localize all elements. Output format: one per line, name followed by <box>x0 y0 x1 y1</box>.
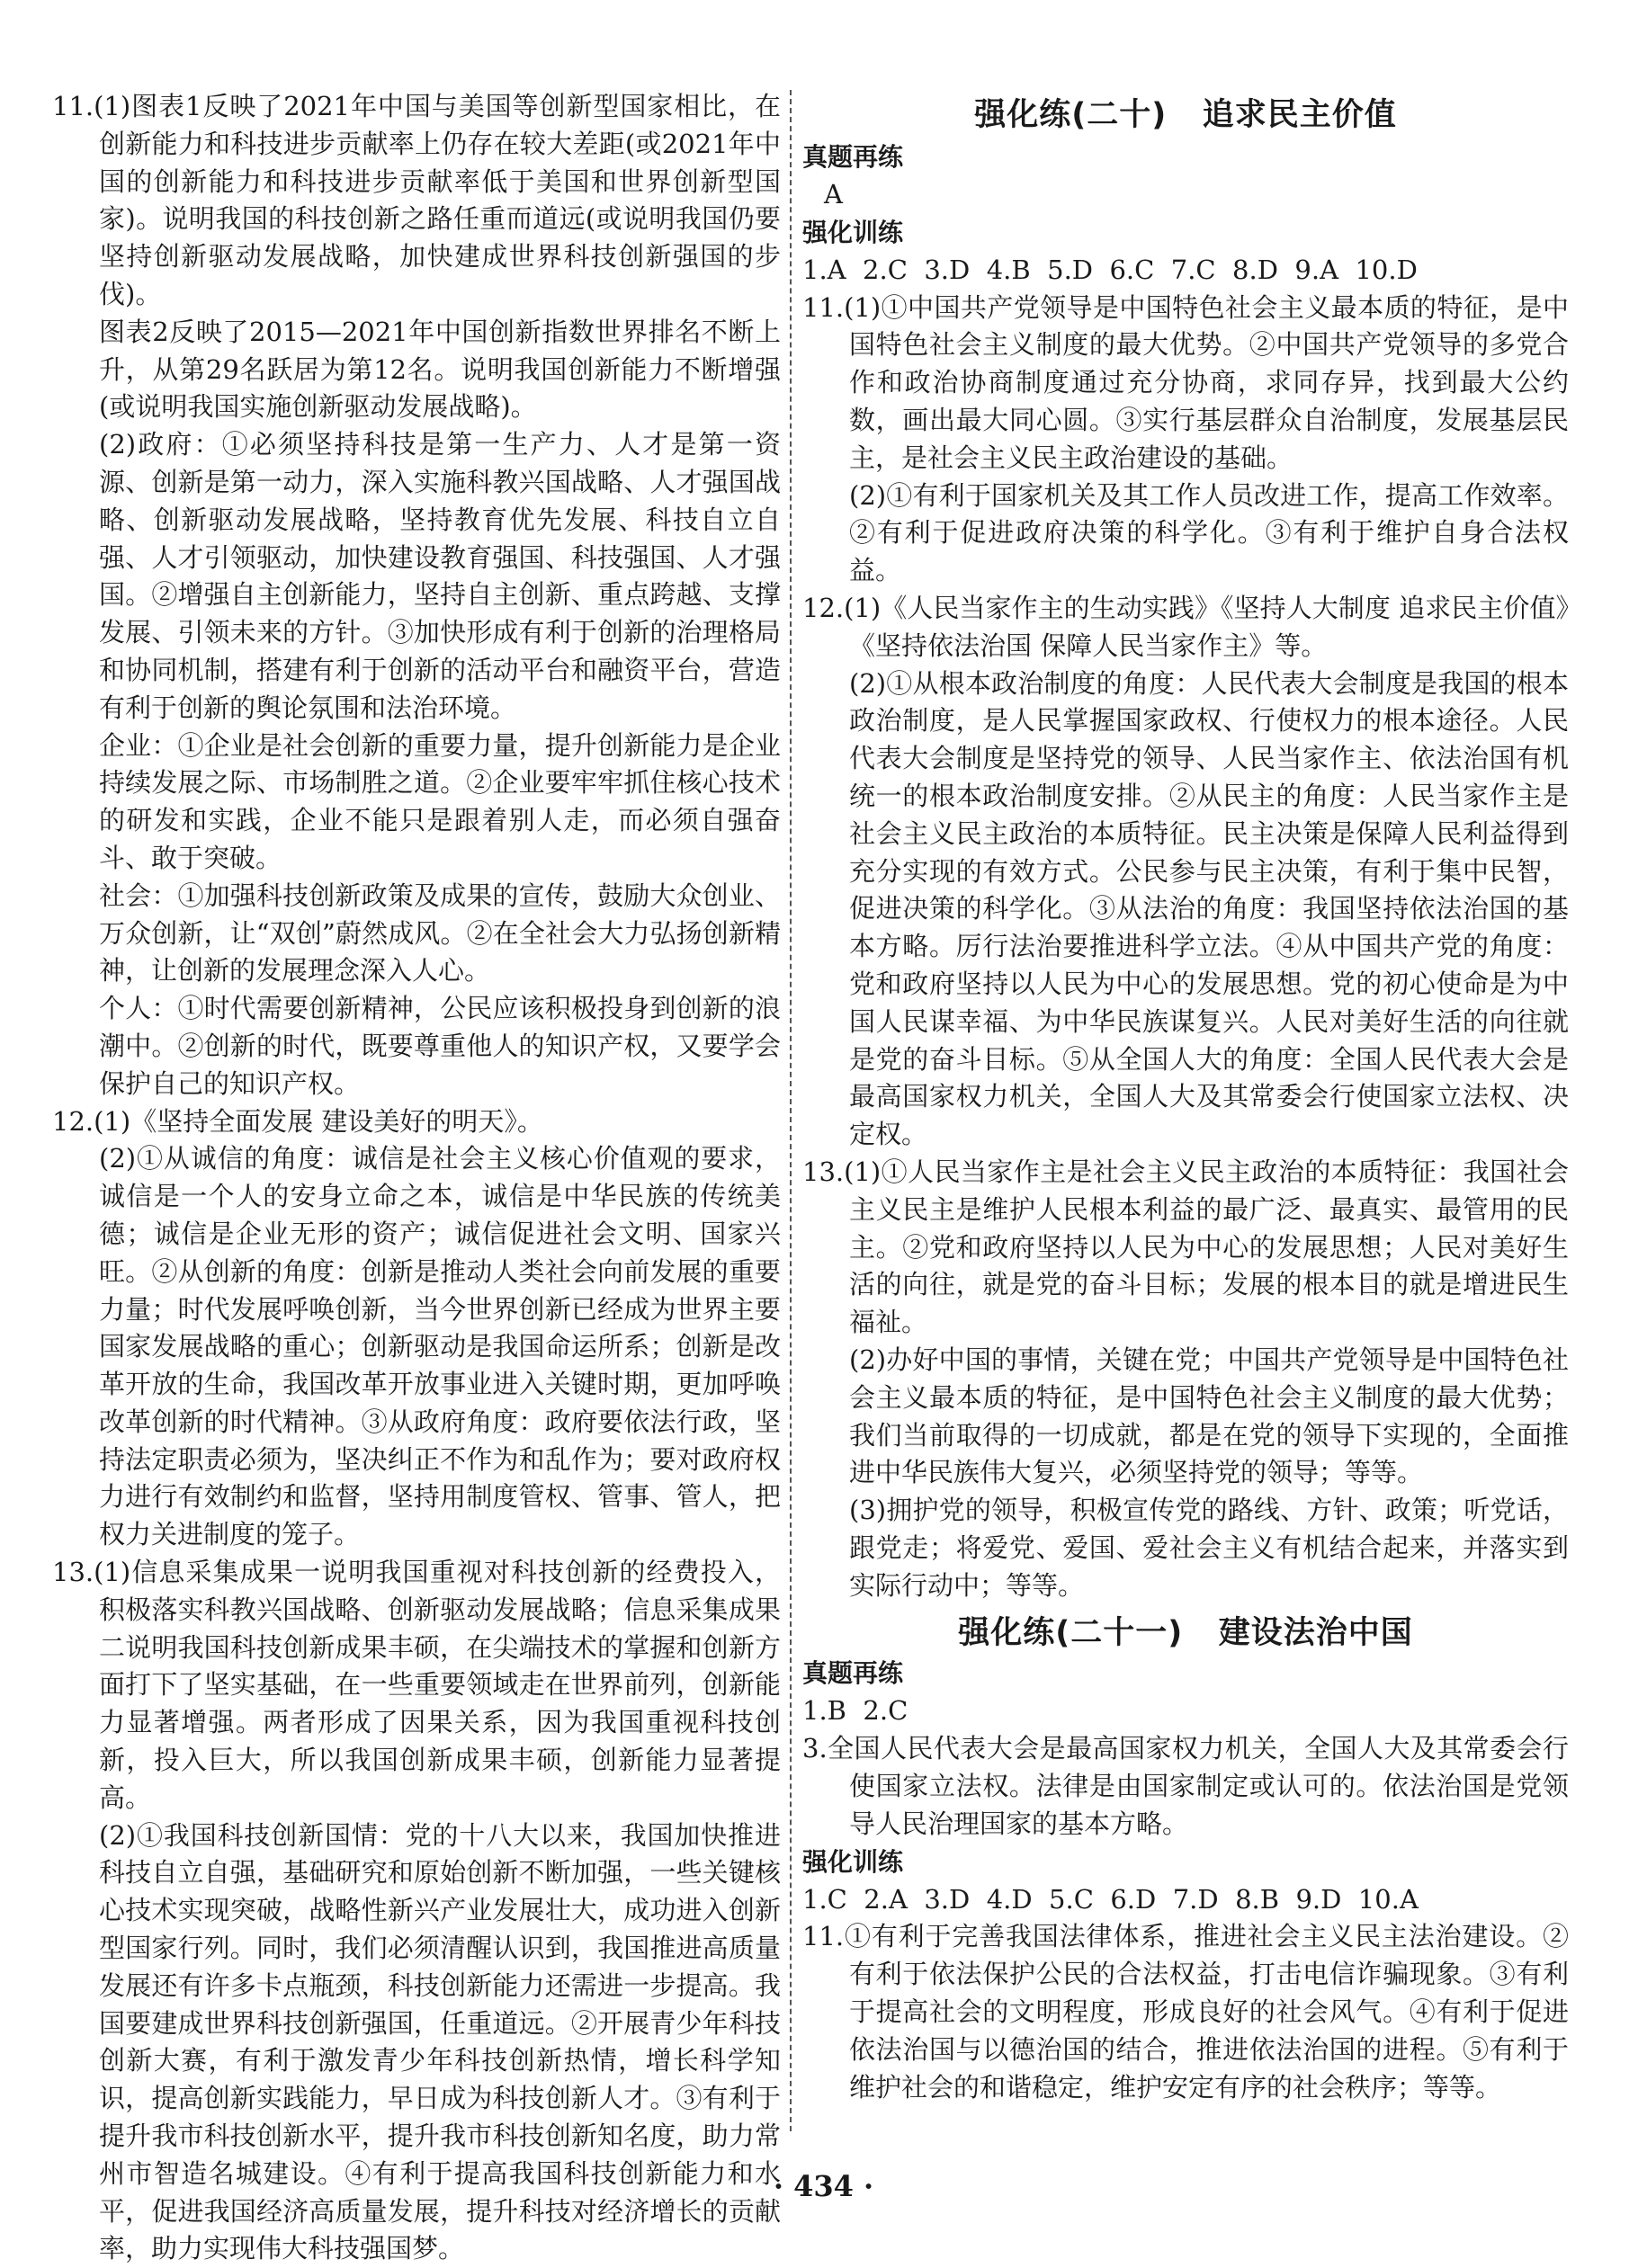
q12-part2: (2)①从诚信的角度：诚信是社会主义核心价值观的要求，诚信是一个人的安身立命之本，诚信是中华民族的传统美德；诚信是企业无形的资产；诚信促进社会文明、国家兴旺。②从创新的角度：创新是推动人类社会向前发展的重要力量；时代发展呼唤创新，当今世界创新已经成为世界主要国家发展战略的重心；创新驱动是我国命运所系；创新是改革开放的生命，我国改革开放事业进入关键时期，更加呼唤改革创新的时代精神。③从政府角度：政府要依法行政，坚持法定职责必须为，坚决纠正不作为和乱作为；要对政府权力进行有效制约和监督，坚持用制度管权、管事、管人，把权力关进制度的笼子。 <box>99 1143 781 1550</box>
s20-q13-part1: 13.(1)①人民当家作主是社会主义民主政治的本质特征：我国社会主义民主是维护人民根本利益的最广泛、最真实、最管用的民主。②党和政府坚持以人民为中心的发展思想；人民对美好生活的向往，就是党的奋斗目标；发展的根本目的就是增进民生福祉。 <box>802 1156 1569 1338</box>
page-number: · 434 · <box>773 2169 874 2203</box>
q11-part2-individual: 个人：①时代需要创新精神，公民应该积极投身到创新的浪潮中。②创新的时代，既要尊重他人的知识产权，又要学会保护自己的知识产权。 <box>99 993 781 1099</box>
section-21-zhenti-heading: 真题再练 <box>802 1658 904 1689</box>
q11-part2-enterprise: 企业：①企业是社会创新的重要力量，提升创新能力是企业持续发展之际、市场制胜之道。②企业要牢牢抓住核心技术的研发和实践，企业不能只是跟着别人走，而必须自强奋斗、敢于突破。 <box>99 729 781 873</box>
s20-q13-part3: (3)拥护党的领导，积极宣传党的路线、方针、政策；听党话，跟党走；将爱党、爱国、爱社会主义有机结合起来，并落实到实际行动中；等等。 <box>849 1495 1569 1601</box>
section-20-title: 强化练(二十) 追求民主价值 <box>974 97 1397 133</box>
s21-q11: 11.①有利于完善我国法律体系，推进社会主义民主法治建设。②有利于依法保护公民的合法权益，打击电信诈骗现象。③有利于提高社会的文明程度，形成良好的社会风气。④有利于促进依法治国与以德治国的结合，推进依法治国的进程。⑤有利于维护社会的和谐稳定，维护安定有序的社会秩序；等等。 <box>802 1921 1569 2103</box>
section-20-qianghua-heading: 强化训练 <box>802 217 904 247</box>
section-21-choice-answers: 1.C 2.A 3.D 4.D 5.C 6.D 7.D 8.B 9.D 10.A <box>802 1883 1419 1915</box>
section-20-choice-answers: 1.A 2.C 3.D 4.B 5.D 6.C 7.C 8.D 9.A 10.D <box>802 254 1418 285</box>
q13-part2: (2)①我国科技创新国情：党的十八大以来，我国加快推进科技自立自强，基础研究和原始创新不断加强，一些关键核心技术实现突破，战略性新兴产业发展壮大，成功进入创新型国家行列。同时，我们必须清醒认识到，我国推进高质量发展还有许多卡点瓶颈，科技创新能力还需进一步提高。我国要建成世界科技创新强国，任重道远。②开展青少年科技创新大赛，有利于激发青少年科技创新热情，增长科学知识，提高创新实践能力，早日成为科技创新人才。③有利于提升我市科技创新水平，提升我市科技创新知名度，助力常州市智造名城建设。④有利于提高我国科技创新能力和水平，促进我国经济高质量发展，提升科技对经济增长的贡献率，助力实现伟大科技强国梦。 <box>99 1819 781 2264</box>
section-21-qianghua-heading: 强化训练 <box>802 1846 904 1877</box>
s20-q13-part2: (2)办好中国的事情，关键在党；中国共产党领导是中国特色社会主义最本质的特征，是中国特色社会主义制度的最大优势；我们当前取得的一切成就，都是在党的领导下实现的，全面推进中华民族伟大复兴，必须坚持党的领导；等等。 <box>849 1344 1569 1488</box>
left-column <box>52 88 781 2268</box>
s21-q3: 3.全国人民代表大会是最高国家权力机关，全国人大及其常委会行使国家立法权。法律是由国家制定或认可的。依法治国是党领导人民治理国家的基本方略。 <box>802 1733 1569 1839</box>
q13-part1: 13.(1)信息采集成果一说明我国重视对科技创新的经费投入，积极落实科教兴国战略、创新驱动发展战略；信息采集成果二说明我国科技创新成果丰硕，在尖端技术的掌握和创新方面打下了坚实基础，在一些重要领域走在世界前列，创新能力显著增强。两者形成了因果关系，因为我国重视科技创新，投入巨大，所以我国创新成果丰硕，创新能力显著提高。 <box>52 1557 781 1813</box>
q11-part1-chart2: 图表2反映了2015—2021年中国创新指数世界排名不断上升，从第29名跃居为第12名。说明我国创新能力不断增强(或说明我国实施创新驱动发展战略)。 <box>99 316 781 423</box>
section-20-zhenti-answer: A <box>824 179 843 210</box>
q11-part2-government: (2)政府：①必须坚持科技是第一生产力、人才是第一资源、创新是第一动力，深入实施科教兴国战略、人才强国战略、创新驱动发展战略，坚持教育优先发展、科技自立自强、人才引领驱动，加快建设教育强国、科技强国、人才强国。②增强自主创新能力，坚持自主创新、重点跨越、支撑发展、引领未来的方针。③加快形成有利于创新的治理格局和协同机制，搭建有利于创新的活动平台和融资平台，营造有利于创新的舆论氛围和法治环境。 <box>99 429 781 723</box>
q11-part2-society: 社会：①加强科技创新政策及成果的宣传，鼓励大众创业、万众创新，让“双创”蔚然成风。②在全社会大力弘扬创新精神，让创新的发展理念深入人心。 <box>99 880 781 987</box>
s20-q11-part2: (2)①有利于国家机关及其工作人员改进工作，提高工作效率。②有利于促进政府决策的科学化。③有利于维护自身合法权益。 <box>849 479 1569 586</box>
section-21-zhenti-choices: 1.B 2.C <box>802 1695 909 1727</box>
s20-q11-part1: 11.(1)①中国共产党领导是中国特色社会主义最本质的特征，是中国特色社会主义制度的最大优势。②中国共产党领导的多党合作和政治协商制度通过充分协商，求同存异，找到最大公约数，画出最大同心圆。③实行基层群众自治制度，发展基层民主，是社会主义民主政治建设的基础。 <box>802 291 1569 473</box>
s20-q12-part2: (2)①从根本政治制度的角度：人民代表大会制度是我国的根本政治制度，是人民掌握国家政权、行使权力的根本途径。人民代表大会制度是坚持党的领导、人民当家作主、依法治国有机统一的根本政治制度安排。②从民主的角度：人民当家作主是社会主义民主政治的本质特征。民主决策是保障人民利益得到充分实现的有效方式。公民参与民主决策，有利于集中民智，促进决策的科学化。③从法治的角度：我国坚持依法治国的基本方略。厉行法治要推进科学立法。④从中国共产党的角度：党和政府坚持以人民为中心的发展思想。党的初心使命是为中国人民谋幸福、为中华民族谋复兴。人民对美好生活的向往就是党的奋斗目标。⑤从全国人大的角度：全国人民代表大会是最高国家权力机关，全国人大及其常委会行使国家立法权、决定权。 <box>849 667 1569 1150</box>
s20-q12-part1: 12.(1)《人民当家作主的生动实践》《坚持人大制度 追求民主价值》《坚持依法治国 保障人民当家作主》等。 <box>802 592 1569 661</box>
q11-part1-chart1: 11.(1)图表1反映了2021年中国与美国等创新型国家相比，在创新能力和科技进步贡献率上仍存在较大差距(或2021年中国的创新能力和科技进步贡献率低于美国和世界创新型国家)。说明我国的科技创新之路任重而道远(或说明我国仍要坚持创新驱动发展战略，加快建成世界科技创新强国的步伐)。 <box>52 91 781 309</box>
section-21-title: 强化练(二十一) 建设法治中国 <box>958 1615 1413 1652</box>
q12-part1: 12.(1)《坚持全面发展 建设美好的明天》。 <box>52 1105 543 1137</box>
section-20-zhenti-heading: 真题再练 <box>802 142 904 172</box>
right-column <box>802 88 1569 2106</box>
column-divider <box>790 90 792 2131</box>
